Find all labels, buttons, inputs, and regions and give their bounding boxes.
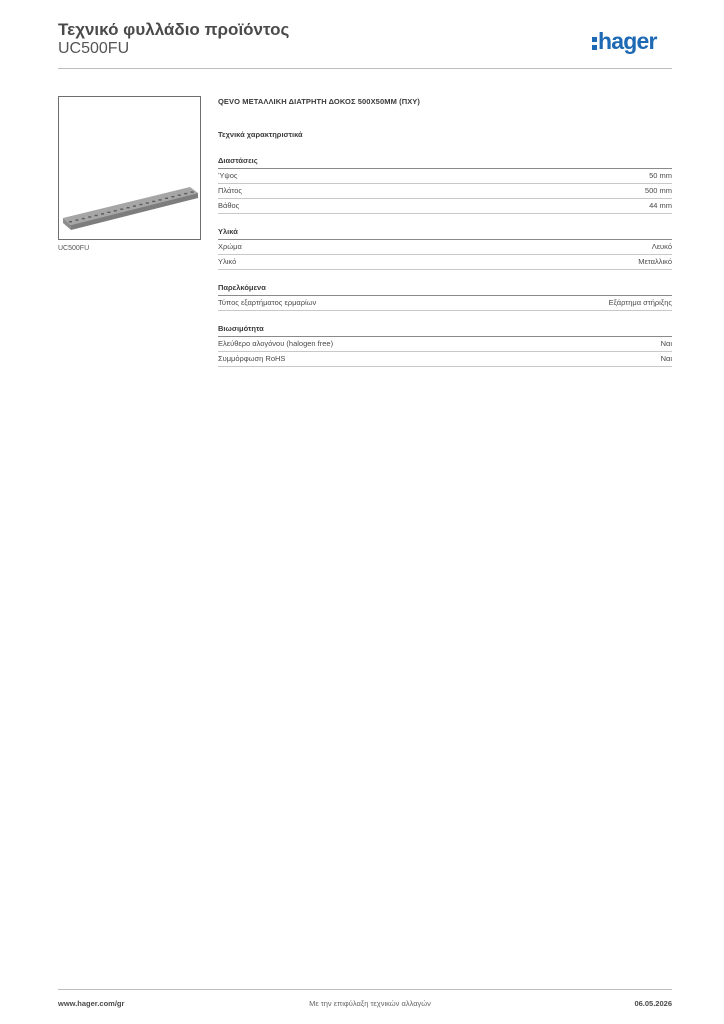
spec-group [218, 227, 672, 270]
spec-group-title: Παρελκόμενα [218, 283, 672, 296]
spec-group [218, 324, 672, 367]
spec-value: Εξάρτημα στήριξης [608, 298, 672, 307]
spec-label: Ελεύθερο αλογόνου (halogen free) [218, 339, 334, 348]
perforated-rail-icon [59, 97, 202, 241]
spec-value: 44 mm [649, 201, 672, 210]
spec-label: Ύψος [218, 171, 238, 180]
spec-group-title: Βιωσιμότητα [218, 324, 672, 337]
spec-value: 500 mm [644, 186, 672, 195]
spec-row [218, 352, 672, 367]
product-name: QEVO ΜΕΤΑΛΛΙΚΗ ΔΙΑΤΡΗΤΗ ΔΟΚΟΣ 500X50MM (ΠΧΥ) [218, 97, 421, 106]
product-code: UC500FU [58, 40, 130, 57]
spec-label: Πλάτος [218, 186, 243, 195]
spec-row [218, 169, 672, 184]
spec-row [218, 337, 672, 352]
spec-group-title: Υλικά [218, 227, 672, 240]
spec-group [218, 156, 672, 214]
spec-groups [218, 156, 672, 367]
image-caption: UC500FU [58, 245, 90, 252]
spec-value: Μεταλλικό [638, 257, 672, 266]
logo-colon-icon [592, 34, 597, 50]
product-image [58, 96, 201, 240]
spec-label: Τύπος εξαρτήματος ερμαρίων [218, 298, 317, 307]
spec-row [218, 240, 672, 255]
spec-value: 50 mm [649, 171, 672, 180]
website-link[interactable]: www.hager.com/gr [58, 999, 125, 1008]
spec-label: Συμμόρφωση RoHS [218, 354, 286, 363]
spec-value: Ναι [660, 354, 672, 363]
footer-note: Με την επιφύλαξη τεχνικών αλλαγών [309, 999, 431, 1008]
spec-label: Χρώμα [218, 242, 242, 251]
spec-row [218, 184, 672, 199]
spec-row [218, 255, 672, 270]
spec-value: Ναι [660, 339, 672, 348]
spec-row [218, 199, 672, 214]
hager-logo[interactable] [592, 28, 657, 54]
specs-title: Τεχνικά χαρακτηριστικά [218, 130, 303, 139]
spec-label: Βάθος [218, 201, 240, 210]
spec-content [218, 96, 672, 367]
footer-date: 06.05.2026 [634, 999, 672, 1008]
spec-value: Λευκό [651, 242, 672, 251]
spec-group-title: Διαστάσεις [218, 156, 672, 169]
logo-text: hager [598, 28, 657, 54]
spec-label: Υλικό [218, 257, 237, 266]
spec-row [218, 296, 672, 311]
footer-divider [58, 989, 672, 990]
header-divider [58, 68, 672, 69]
document-title: Τεχνικό φυλλάδιο προϊόντος [58, 20, 290, 39]
spec-group [218, 283, 672, 311]
